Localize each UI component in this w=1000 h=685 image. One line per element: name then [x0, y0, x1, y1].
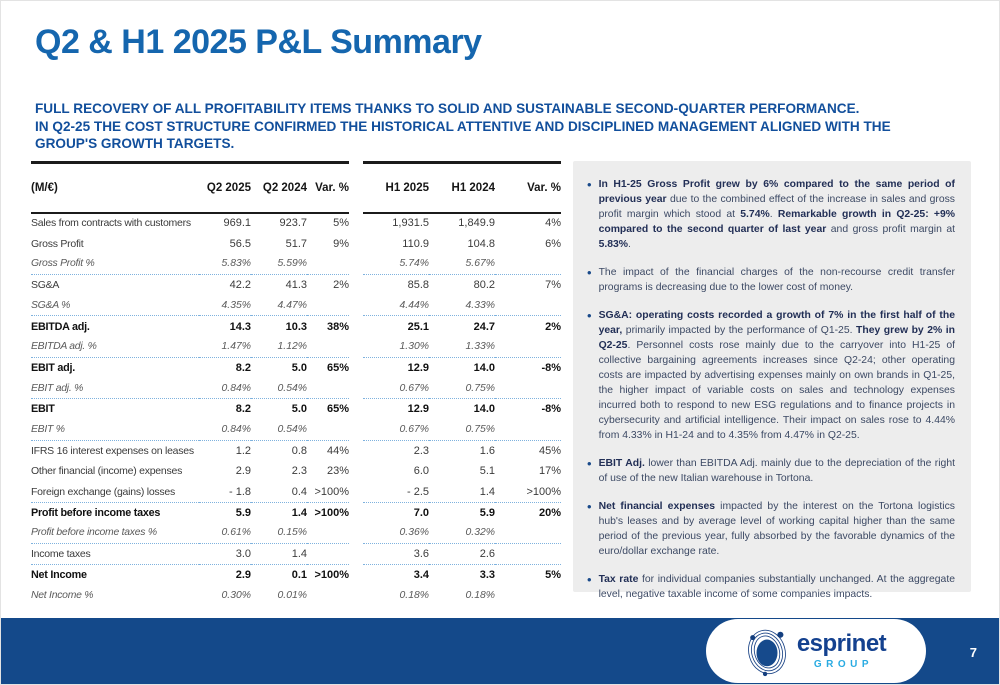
row-value: 1.12% [251, 337, 307, 358]
row-label: Gross Profit % [31, 254, 199, 275]
table-row [31, 585, 561, 606]
column-gap [349, 440, 363, 461]
row-value [307, 295, 349, 316]
row-value: 24.7 [473, 320, 495, 333]
bullet-icon: • [587, 455, 592, 471]
row-value: 8.2 [235, 361, 251, 374]
row-value: >100% [314, 506, 349, 519]
column-gap [349, 337, 363, 358]
row-value: 0.8 [291, 444, 307, 457]
column-gap [349, 564, 363, 585]
table-row [31, 399, 561, 420]
row-value: 5.9 [235, 506, 251, 519]
esprinet-logo [706, 619, 926, 683]
row-value: 923.7 [279, 217, 307, 230]
row-value: 10.3 [285, 320, 307, 333]
row-value: 3.0 [199, 544, 251, 565]
column-gap [349, 233, 363, 254]
row-value: >100% [314, 568, 349, 581]
row-value: 44% [326, 444, 349, 457]
row-value: 0.01% [277, 589, 307, 601]
table-row [31, 419, 561, 440]
bullet-icon: • [587, 264, 592, 280]
row-value: 56.5 [229, 237, 251, 250]
row-value: 0.84% [199, 419, 251, 440]
row-value: 969.1 [223, 217, 251, 230]
row-value: 5.74% [363, 254, 429, 275]
row-value: 45% [538, 444, 561, 457]
col-header-h1-2025: H1 2025 [363, 163, 429, 213]
row-value: 1.4 [429, 481, 495, 502]
page-title: Q2 & H1 2025 P&L Summary [35, 23, 482, 61]
column-gap [349, 213, 363, 234]
table-row [31, 564, 561, 585]
row-value: -8% [541, 361, 561, 374]
row-value: 0.54% [251, 378, 307, 399]
row-value [307, 337, 349, 358]
row-value: 6% [545, 237, 561, 250]
row-value: 0.32% [429, 523, 495, 544]
row-label: Profit before income taxes % [31, 523, 199, 544]
row-value: 5.59% [251, 254, 307, 275]
row-label: EBITDA adj. [31, 320, 90, 333]
row-value: 12.9 [407, 361, 429, 374]
row-value: 0.4 [251, 481, 307, 502]
row-value: 3.3 [479, 568, 495, 581]
pnl-table [31, 161, 561, 606]
row-value: 2% [545, 320, 561, 333]
row-value: 51.7 [285, 237, 307, 250]
row-label: EBIT adj. % [31, 378, 199, 399]
table-header-row [31, 163, 561, 213]
row-value: 1.33% [429, 337, 495, 358]
column-gap [349, 502, 363, 523]
col-header-q2-var: Var. % [307, 163, 349, 213]
footer-bar [1, 618, 1000, 685]
row-value: - 1.8 [199, 481, 251, 502]
row-label: SG&A % [31, 295, 199, 316]
row-value [495, 378, 561, 399]
column-gap [349, 378, 363, 399]
row-value: 0.30% [221, 589, 251, 601]
bullet-icon: • [587, 177, 592, 192]
row-label: Net Income % [31, 589, 94, 601]
bullet-icon: • [587, 571, 592, 587]
row-value: 4.47% [251, 295, 307, 316]
table-row [31, 254, 561, 275]
row-label: Gross Profit [31, 237, 84, 250]
row-value: 2.3 [413, 444, 429, 457]
row-value [307, 419, 349, 440]
column-gap [349, 316, 363, 337]
bullet-icon: • [587, 307, 592, 323]
logo-subtext: GROUP [813, 659, 874, 670]
note-bullet [587, 457, 955, 487]
row-value: 5.9 [479, 506, 495, 519]
column-gap [349, 295, 363, 316]
row-label: SG&A [31, 279, 60, 292]
logo-name: esprinet [796, 630, 887, 657]
row-value: 0.15% [251, 523, 307, 544]
row-value: 110.9 [402, 237, 429, 250]
note-text: In H1-25 Gross Profit grew by 6% compared to the same period of previous year due to the combined effect of the increase in sales and gross profit margin which stood at 5.74%. Remarkable growth in Q2-25: +9% compared to the second quarter of last year and gross profit margin at 5.83%. [598, 179, 956, 250]
table-row [31, 316, 561, 337]
note-bullet [587, 266, 955, 296]
row-label: EBIT adj. [31, 361, 75, 374]
row-value: 7.0 [413, 506, 429, 519]
row-value: 4.33% [429, 295, 495, 316]
row-value: 20% [538, 506, 561, 519]
row-value: 1,931.5 [392, 217, 429, 230]
col-header-q2-2025: Q2 2025 [199, 163, 251, 213]
column-gap [349, 419, 363, 440]
column-gap [349, 461, 363, 482]
row-value: 41.3 [285, 279, 307, 292]
row-value: 38% [326, 320, 349, 333]
column-gap [349, 585, 363, 606]
page-number: 7 [969, 644, 977, 660]
slide-subtitle [35, 100, 930, 153]
row-value: 5% [333, 217, 349, 230]
row-value: 17% [538, 465, 561, 478]
row-value: 0.67% [363, 419, 429, 440]
row-value: 4.44% [363, 295, 429, 316]
subtitle-line-1: FULL RECOVERY OF ALL PROFITABILITY ITEMS THANKS TO SOLID AND SUSTAINABLE SECOND-QUARTER PERFORMANCE. [35, 101, 860, 116]
row-label: Other financial (income) expenses [31, 465, 183, 478]
bullet-icon: • [587, 498, 592, 514]
row-value: 14.3 [229, 320, 251, 333]
column-gap [349, 481, 363, 502]
table-row [31, 357, 561, 378]
row-value: 8.2 [235, 403, 251, 416]
column-gap [349, 254, 363, 275]
row-value: 9% [333, 237, 349, 250]
row-value: 0.61% [199, 523, 251, 544]
row-value [495, 254, 561, 275]
row-value: 0.18% [465, 589, 495, 601]
row-value: 7% [545, 279, 561, 292]
row-value: 0.75% [429, 419, 495, 440]
row-value: 2.9 [235, 465, 251, 478]
unit-label: (M/€) [31, 163, 199, 213]
row-value: 80.2 [473, 279, 495, 292]
table-row [31, 233, 561, 254]
row-value: 0.18% [399, 589, 429, 601]
table-row [31, 502, 561, 523]
row-value [495, 585, 561, 606]
row-value: 3.6 [363, 544, 429, 565]
table-row [31, 523, 561, 544]
row-value: 5% [545, 568, 561, 581]
row-label: Profit before income taxes [31, 506, 161, 519]
subtitle-line-2: IN Q2-25 THE COST STRUCTURE CONFIRMED THE HISTORICAL ATTENTIVE AND DISCIPLINED MANAGEMENT ALIGNED WITH THE GROUP'S GROWTH TARGETS. [35, 118, 891, 152]
pnl-table-body [31, 213, 561, 606]
row-value [495, 544, 561, 565]
row-value: 104.8 [467, 237, 495, 250]
row-value: 0.1 [291, 568, 307, 581]
row-value [495, 523, 561, 544]
row-value: 65% [326, 361, 349, 374]
note-text: Tax rate for individual companies substantially unchanged. At the aggregate level, negative taxable income of some companies impacts. [598, 573, 955, 600]
row-value [307, 544, 349, 565]
row-value: -8% [541, 403, 561, 416]
table-row [31, 275, 561, 296]
table-row [31, 295, 561, 316]
row-label: Net Income [31, 568, 87, 581]
table-row [31, 440, 561, 461]
row-value: 1.30% [363, 337, 429, 358]
row-value: 1.2 [235, 444, 251, 457]
row-value: 2.6 [429, 544, 495, 565]
row-label: EBIT [31, 403, 55, 416]
row-value: 85.8 [407, 279, 429, 292]
row-value: 1.6 [479, 444, 495, 457]
table-row [31, 461, 561, 482]
row-label: Sales from contracts with customers [31, 217, 191, 230]
row-value: 1.4 [291, 506, 307, 519]
orbit-logo-icon [746, 625, 788, 677]
row-label: EBITDA adj. % [31, 337, 199, 358]
row-value [307, 585, 349, 606]
row-value: 5.0 [291, 361, 307, 374]
notes-panel [573, 161, 971, 600]
row-value: 2.9 [235, 568, 251, 581]
row-value: 1.4 [251, 544, 307, 565]
row-value: >100% [495, 481, 561, 502]
row-value: - 2.5 [363, 481, 429, 502]
row-value: 0.54% [251, 419, 307, 440]
note-text: EBIT Adj. lower than EBITDA Adj. mainly due to the depreciation of the right of use of the new Italian warehouse in Tortona. [598, 457, 955, 484]
row-value: 4% [545, 217, 561, 230]
row-value: 2% [333, 279, 349, 292]
row-value: >100% [307, 481, 349, 502]
row-value: 5.1 [479, 465, 495, 478]
row-value [495, 337, 561, 358]
column-gap [349, 544, 363, 565]
row-value: 0.67% [363, 378, 429, 399]
logo-wordmark [797, 632, 886, 670]
note-bullet [587, 309, 955, 444]
row-value: 14.0 [473, 361, 495, 374]
row-value: 1.47% [199, 337, 251, 358]
row-value: 5.83% [199, 254, 251, 275]
row-label: EBIT % [31, 419, 199, 440]
row-label: IFRS 16 interest expenses on leases [31, 444, 194, 457]
row-value: 3.4 [413, 568, 429, 581]
row-value: 0.36% [363, 523, 429, 544]
col-header-q2-2024: Q2 2024 [251, 163, 307, 213]
row-value [495, 419, 561, 440]
column-gap [349, 357, 363, 378]
row-value [307, 523, 349, 544]
note-text: The impact of the financial charges of the non-recourse credit transfer programs is decreasing due to the lower cost of money. [598, 266, 955, 293]
row-value: 0.75% [429, 378, 495, 399]
row-value: 25.1 [407, 320, 429, 333]
note-bullet [587, 500, 955, 560]
row-value: 5.0 [291, 403, 307, 416]
row-value: 65% [326, 403, 349, 416]
column-gap [349, 275, 363, 296]
row-value [495, 295, 561, 316]
row-value [307, 378, 349, 399]
row-value [307, 254, 349, 275]
col-header-h1-var: Var. % [495, 163, 561, 213]
row-value: 4.35% [199, 295, 251, 316]
table-row [31, 337, 561, 358]
row-value: 0.84% [199, 378, 251, 399]
row-value: 1,849.9 [458, 217, 495, 230]
col-header-h1-2024: H1 2024 [429, 163, 495, 213]
column-gap [349, 163, 363, 213]
row-value: 2.3 [291, 465, 307, 478]
row-label: Foreign exchange (gains) losses [31, 481, 199, 502]
table-row [31, 213, 561, 234]
table-row [31, 544, 561, 565]
row-value: 6.0 [413, 465, 429, 478]
note-bullet [587, 573, 955, 603]
row-value: 5.67% [429, 254, 495, 275]
column-gap [349, 523, 363, 544]
row-value: 42.2 [229, 279, 251, 292]
row-value: 14.0 [473, 403, 495, 416]
pnl-table-container [31, 161, 561, 606]
column-gap [349, 399, 363, 420]
note-text: SG&A: operating costs recorded a growth of 7% in the first half of the year, primarily impacted by the performance of Q1-25. They grew by 2% in Q2-25. Personnel costs rose mainly due to the carryover into H1-25 of collective bargaining agreements increases since Q2-24; other operating costs are impacted by advertising expenses mainly on own brands in Q1-25, the higher impact of variable costs on sales and technology expenses incurred both to respond to new ESG regulations and to finance projects in cybersecurity and artificial intelligence. Their impact on sales rose to 4.44% from 4.33% in H1-24 and to 4.35% from 4.47% in Q2-25. [598, 309, 955, 441]
note-text: Net financial expenses impacted by the interest on the Tortona logistics hub's leases and by average level of working capital higher than the same period of the previous year, fully absorbed by the favorable dynamics of the euro/dollar exchange rate. [598, 500, 955, 557]
row-label: Income taxes [31, 544, 199, 565]
table-row [31, 481, 561, 502]
row-value: 12.9 [407, 403, 429, 416]
table-row [31, 378, 561, 399]
note-bullet [587, 178, 955, 253]
row-value: 23% [326, 465, 349, 478]
